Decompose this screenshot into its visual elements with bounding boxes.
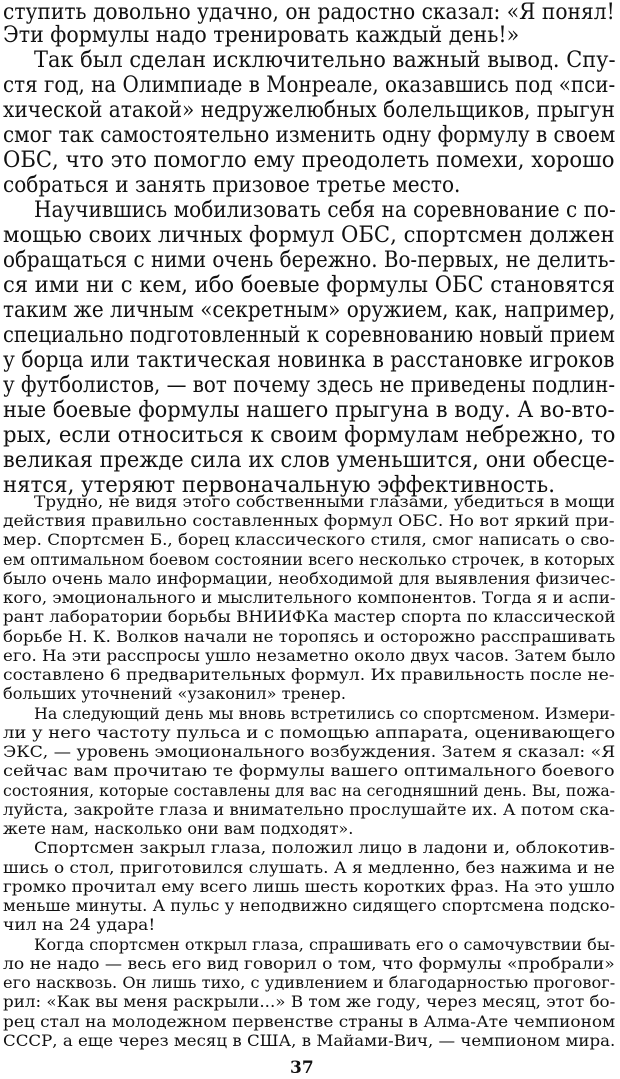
small-text-line: составлено 6 предварительных формул. Их правильность после не- (3, 665, 615, 685)
text-line: хической атакой» недружелюбных болельщиков, прыгун (3, 98, 615, 123)
small-text-line: рант лаборатории борьбы ВНИИФКа мастер спорта по классической (3, 607, 616, 627)
small-text-line: На следующий день мы вновь встретились со спортсменом. Измери- (34, 703, 616, 723)
small-text-line: ем оптимальном боевом состоянии всего несколько строчек, в которых (3, 549, 615, 569)
small-text-line: громко прочитал ему всего лишь шесть коротких фраз. На это ушло (3, 876, 615, 896)
small-text-line: действия правильно составленных формул ОБС. Но вот яркий при- (3, 511, 615, 531)
small-text-line: Когда спортсмен открыл глаза, спрашивать его о самочувствии бы- (34, 934, 616, 954)
text-line: собраться и занять призовое третье место. (3, 173, 461, 198)
small-text-line: жете нам, насколько они вам подходят». (3, 819, 354, 839)
text-line: мощью своих личных формул ОБС, спортсмен должен (3, 223, 615, 248)
text-line: обращаться с ними очень бережно. Во-первых, не делить- (3, 248, 616, 273)
text-line: ОБС, что это помогло ему преодолеть помехи, хорошо (3, 148, 615, 173)
small-text-line: борьбе Н. К. Волков начали не торопясь и осторожно расспрашивать (3, 626, 616, 646)
small-text-line: состояния, которые составлены для вас на сегодняшний день. Вы, пожа- (3, 780, 616, 800)
small-text-line: шись о стол, приготовился слушать. А я медленно, без нажима и не (3, 857, 615, 877)
text-line: Научившись мобилизовать себя на соревнование с по- (34, 198, 616, 223)
text-line: у футболистов, — вот почему здесь не приведены подлин- (3, 373, 616, 398)
small-text-line: рил: «Как вы меня раскрыли...» В том же году, через месяц, этот бо- (3, 992, 616, 1012)
text-line: специально подготовленный к соревнованию новый прием (3, 323, 615, 348)
small-text-line: рец стал на молодежном первенстве страны в Алма-Ате чемпионом (3, 1011, 616, 1031)
small-text-line: луйста, закройте глаза и внимательно прослушайте их. А потом ска- (3, 799, 615, 819)
small-text-line: ЭКС, — уровень эмоционального возбуждения. Затем я сказал: «Я (3, 742, 616, 762)
text-line: Так был сделан исключительно важный вывод. Спу- (34, 48, 616, 73)
small-text-line: было очень мало информации, необходимой для выявления физичес- (3, 568, 616, 588)
small-text-line: меньше минуты. А пульс у неподвижно сидящего спортсмена подско- (3, 896, 616, 916)
small-text-line: его насквозь. Он лишь тихо, с удивлением и благодарностью проговог- (3, 973, 616, 993)
small-text-line: СССР, а еще через месяц в США, в Майами-Вич, — чемпионом мира. (3, 1030, 616, 1050)
small-text-line: ли у него частоту пульса и с помощью аппарата, оценивающего (3, 722, 616, 742)
page-number: 37 (290, 1058, 314, 1078)
text-line: ся ими ни с кем, ибо боевые формулы ОБС становятся (3, 273, 615, 298)
text-line: ступить довольно удачно, он радостно сказал: «Я понял! (3, 0, 615, 25)
text-line: нятся, утеряют первоначальную эффективность. (3, 473, 555, 498)
text-line: таким же личным «секретным» оружием, как, например, (3, 298, 616, 323)
text-line: Эти формулы надо тренировать каждый день!» (3, 23, 520, 48)
text-line: стя год, на Олимпиаде в Монреале, оказавшись под «пси- (3, 73, 616, 98)
text-line: смог так самостоятельно изменить одну формулу в своем (3, 123, 616, 148)
small-text-line: сейчас вам прочитаю те формулы вашего оптимального боевого (3, 761, 615, 781)
text-line: ные боевые формулы нашего прыгуна в воду. А во-вто- (3, 398, 615, 423)
small-text-line: чил на 24 удара! (3, 915, 156, 935)
small-text-line: его. На эти расспросы ушло незаметно около двух часов. Затем было (3, 645, 616, 665)
text-line: великая прежде сила их слов уменьшится, они обесце- (3, 448, 615, 473)
small-text-line: Спортсмен закрыл глаза, положил лицо в ладони и, облокотив- (34, 838, 615, 858)
text-line: у борца или тактическая новинка в расстановке игроков (3, 348, 615, 373)
text-line: рых, если относиться к своим формулам небрежно, то (3, 423, 616, 448)
small-text-line: кого, эмоционального и мыслительного компонентов. Тогда я и аспи- (3, 588, 616, 608)
small-text-line: Трудно, не видя этого собственными глазами, убедиться в мощи (34, 492, 615, 511)
small-text-line: больших уточнений «узаконил» тренер. (3, 684, 346, 704)
small-text-line: мер. Спортсмен Б., борец классического стиля, смог написать о сво- (3, 530, 615, 550)
small-text-line: ло не надо — весь его вид говорил о том, что формулы «пробрали» (3, 953, 615, 973)
